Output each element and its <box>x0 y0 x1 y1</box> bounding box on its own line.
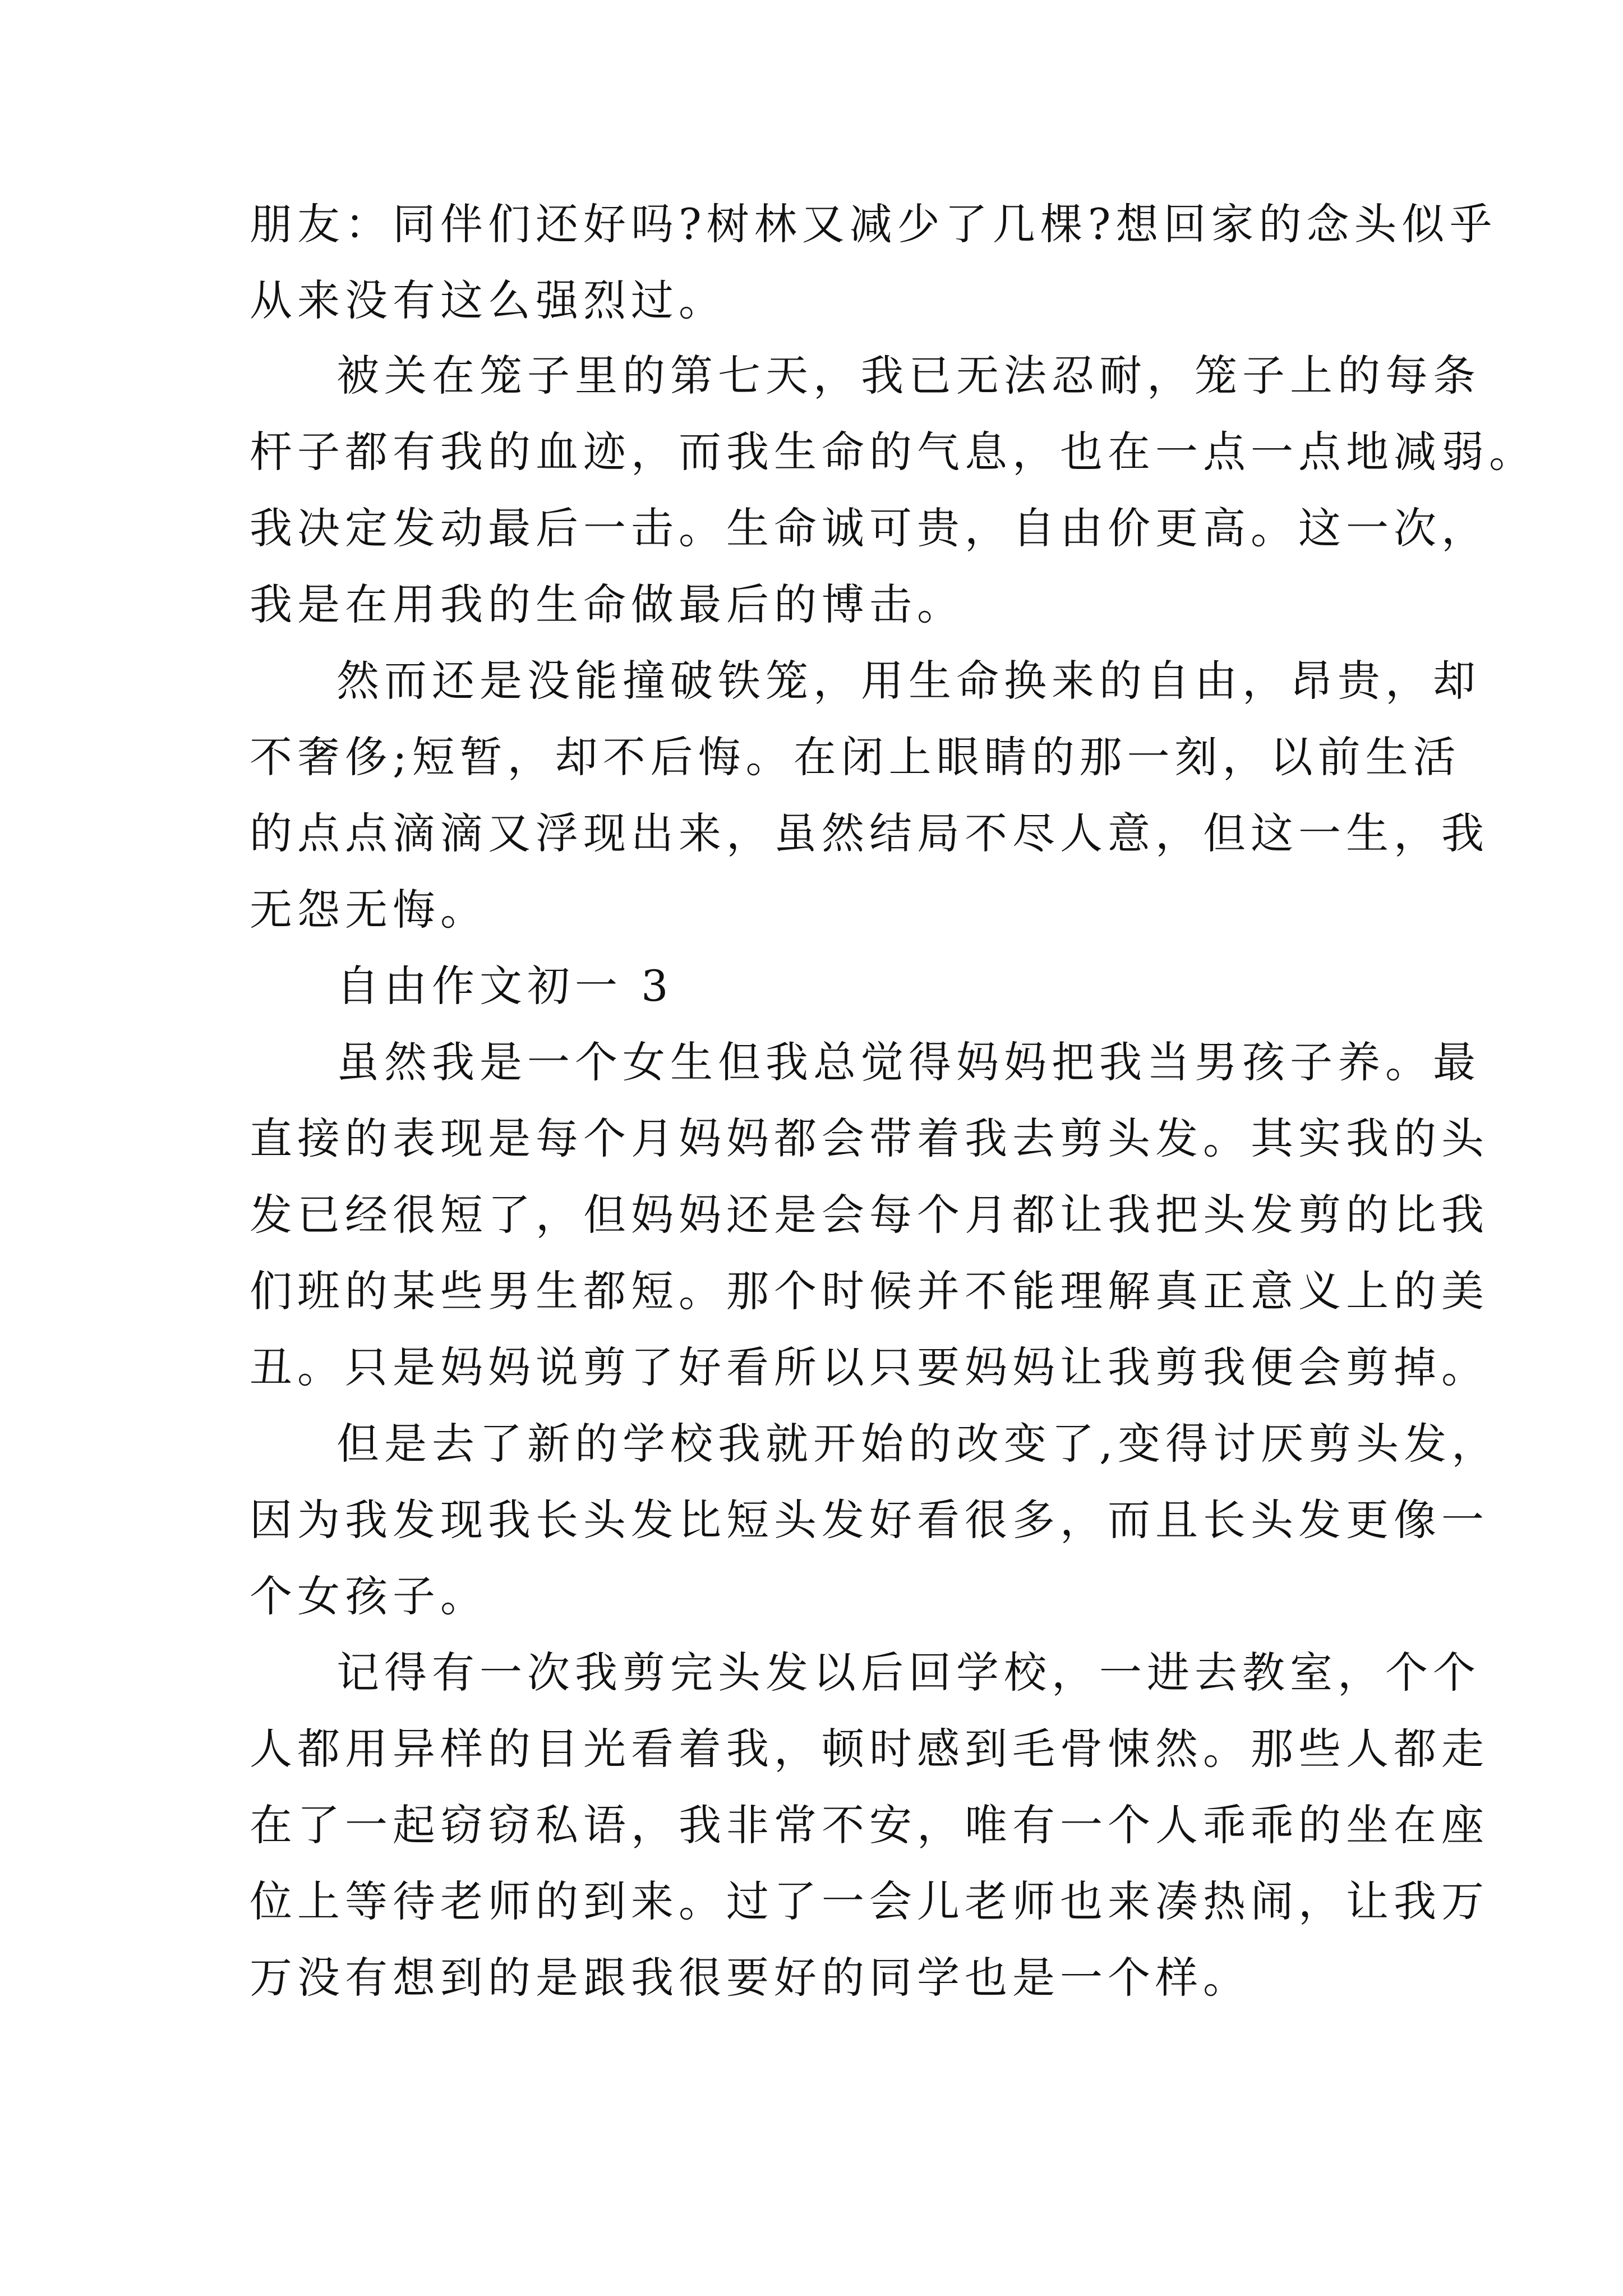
text-line: 无怨无悔。 <box>250 885 488 935</box>
text-line: 我决定发动最后一击。生命诚可贵，自由价更高。这一次， <box>250 503 1489 553</box>
text-line: 人都用异样的目光看着我，顿时感到毛骨悚然。那些人都走 <box>250 1724 1489 1774</box>
text-line: 个女孩子。 <box>250 1571 488 1621</box>
text-line: 不奢侈;短暂，却不后悔。在闭上眼睛的那一刻，以前生活 <box>250 732 1461 782</box>
text-line: 直接的表现是每个月妈妈都会带着我去剪头发。其实我的头 <box>250 1114 1489 1163</box>
text-line: 杆子都有我的血迹，而我生命的气息，也在一点一点地减弱。 <box>250 427 1537 477</box>
paragraph-first-line: 被关在笼子里的第七天，我已无法忍耐，笼子上的每条 <box>336 351 1481 401</box>
text-line: 万没有想到的是跟我很要好的同学也是一个样。 <box>250 1953 1251 2003</box>
text-line: 朋友：同伴们还好吗?树林又减少了几棵?想回家的念头似乎 <box>250 199 1497 249</box>
paragraph-first-line: 然而还是没能撞破铁笼，用生命换来的自由，昂贵，却 <box>336 656 1481 706</box>
paragraph-first-line: 记得有一次我剪完头发以后回学校，一进去教室，个个 <box>336 1648 1481 1697</box>
text-line: 发已经很短了，但妈妈还是会每个月都让我把头发剪的比我 <box>250 1190 1489 1240</box>
text-line: 的点点滴滴又浮现出来，虽然结局不尽人意，但这一生，我 <box>250 808 1489 858</box>
section-heading: 自由作文初一 3 <box>336 961 674 1011</box>
paragraph-first-line: 但是去了新的学校我就开始的改变了,变得讨厌剪头发， <box>336 1419 1500 1469</box>
text-line: 我是在用我的生命做最后的博击。 <box>250 579 965 629</box>
text-line: 因为我发现我长头发比短头发好看很多，而且长头发更像一 <box>250 1495 1489 1545</box>
text-line: 丑。只是妈妈说剪了好看所以只要妈妈让我剪我便会剪掉。 <box>250 1342 1489 1392</box>
paragraph-first-line: 虽然我是一个女生但我总觉得妈妈把我当男孩子养。最 <box>336 1037 1481 1087</box>
text-line: 们班的某些男生都短。那个时候并不能理解真正意义上的美 <box>250 1266 1489 1316</box>
text-line: 从来没有这么强烈过。 <box>250 275 726 325</box>
text-line: 在了一起窃窃私语，我非常不安，唯有一个人乖乖的坐在座 <box>250 1800 1489 1850</box>
text-line: 位上等待老师的到来。过了一会儿老师也来凑热闹，让我万 <box>250 1876 1489 1926</box>
